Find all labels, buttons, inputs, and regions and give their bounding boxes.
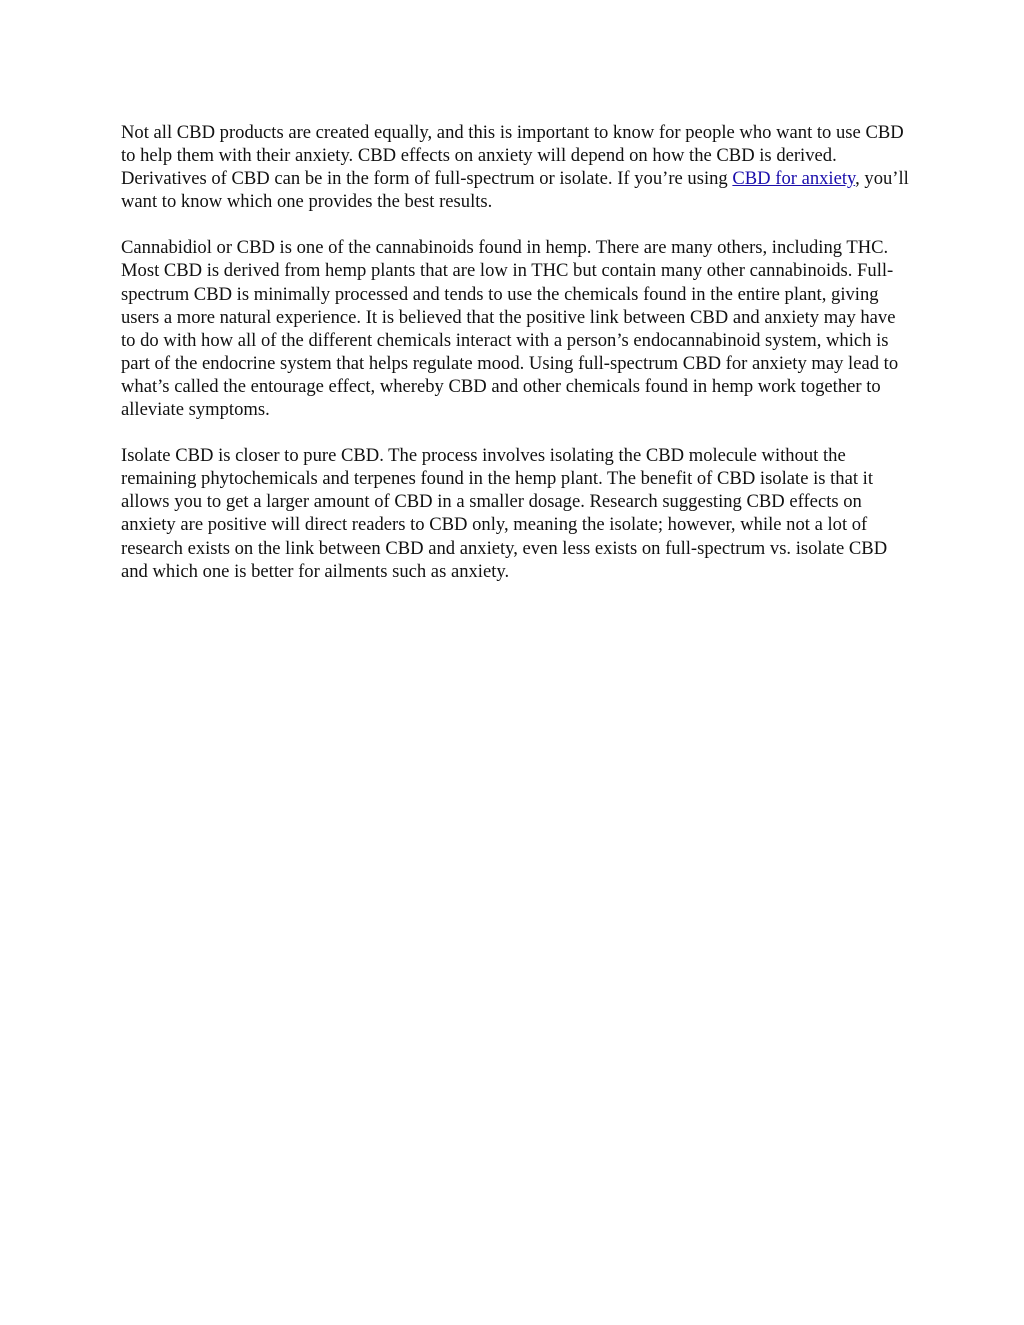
- cbd-for-anxiety-link[interactable]: CBD for anxiety: [732, 168, 856, 190]
- paragraph-intro: [121, 121, 909, 213]
- document-page: [121, 121, 909, 606]
- paragraph-isolate: Isolate CBD is closer to pure CBD. The process involves isolating the CBD molecule without the remaining phytochemicals and terpenes found in the hemp plant. The benefit of CBD isolate is that it allows you to get a larger amount of CBD in a smaller dosage. Research suggesting CBD effects on anxiety are positive will direct readers to CBD only, meaning the isolate; however, while not a lot of research exists on the link between CBD and anxiety, even less exists on full-spectrum vs. isolate CBD and which one is better for ailments such as anxiety.: [121, 445, 888, 582]
- paragraph-intro-text: Not all CBD products are created equally, and this is important to know for people who want to use CBD to help them with their anxiety. CBD effects on anxiety will depend on how the CBD is derived. Derivatives of CBD can be in the form of full-spectrum or isolate. If you’re using: [121, 122, 904, 190]
- paragraph-intro-text-end: , you’ll want to know which one provides the best results.: [121, 168, 909, 213]
- paragraph-full-spectrum: Cannabidiol or CBD is one of the cannabinoids found in hemp. There are many others, including THC. Most CBD is derived from hemp plants that are low in THC but contain many other cannabinoids. Full-spectrum CBD is minimally processed and tends to use the chemicals found in the entire plant, giving users a more natural experience. It is believed that the positive link between CBD and anxiety may have to do with how all of the different chemicals interact with a person’s endocannabinoid system, which is part of the endocrine system that helps regulate mood. Using full-spectrum CBD for anxiety may lead to what’s called the entourage effect, whereby CBD and other chemicals found in hemp work together to alleviate symptoms.: [121, 237, 899, 421]
